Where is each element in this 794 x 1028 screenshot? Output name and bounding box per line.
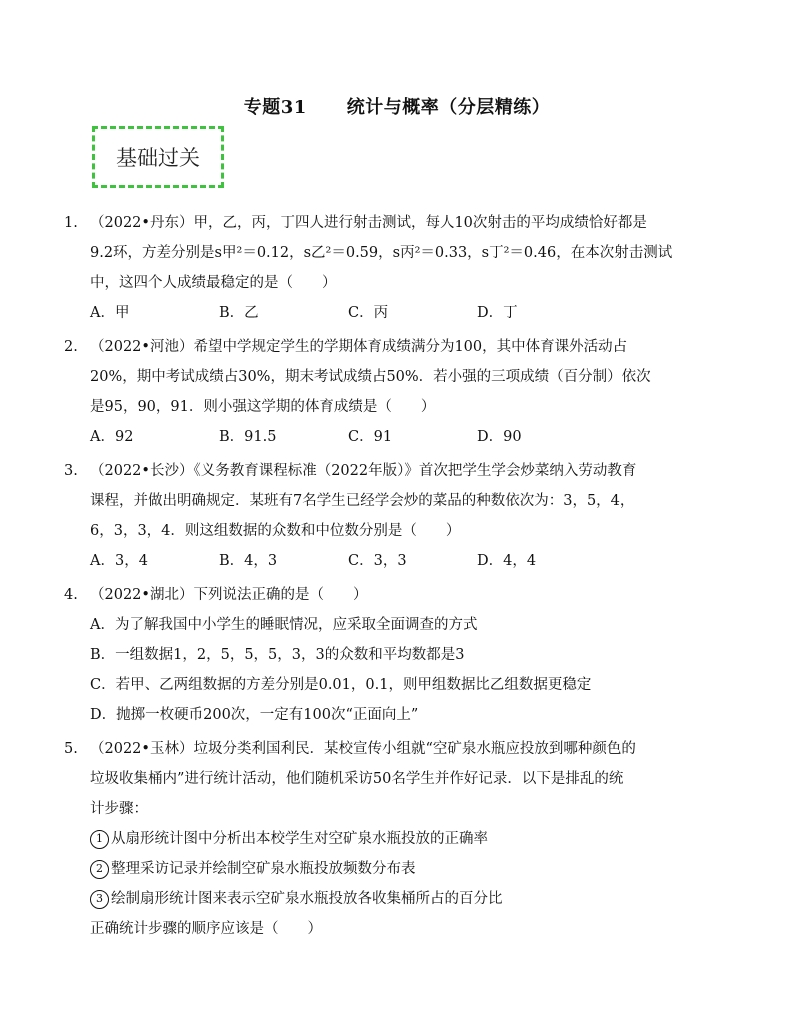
step-marker: 3: [90, 890, 109, 909]
question-text-line: （2022•长沙）《义务教育课程标准（2022年版）》首次把学生学会炒菜纳入劳动教育: [90, 463, 637, 479]
question-text-line: 9.2环，方差分别是s甲²＝0.12，s乙²＝0.59，s丙²＝0.33，s丁²＝0.46，在本次射击测试: [90, 245, 673, 261]
option-c: C．若甲、乙两组数据的方差分别是0.01，0.1，则甲组数据比乙组数据更稳定: [90, 677, 592, 693]
question-text-line: 中，这四个人成绩最稳定的是（ ）: [90, 275, 337, 291]
option-b: B．一组数据1，2，5，5，5，3，3的众数和平均数都是3: [90, 647, 465, 663]
question-text-line: 垃圾收集桶内”进行统计活动，他们随机采访50名学生并作好记录．以下是排乱的统: [90, 771, 624, 787]
option-c: C．3，3: [348, 553, 407, 569]
step-text: 整理采访记录并绘制空矿泉水瓶投放频数分布表: [111, 861, 416, 877]
question-text-line: （2022•丹东）甲，乙，丙，丁四人进行射击测试，每人10次射击的平均成绩恰好都是: [90, 215, 647, 231]
option-d: D．90: [477, 429, 522, 445]
option-c: C．丙: [348, 305, 389, 321]
option-a: A．甲: [90, 305, 130, 321]
option-b: B．乙: [219, 305, 259, 321]
option-a: A．为了解我国中小学生的睡眠情况，应采取全面调查的方式: [90, 617, 478, 633]
question-text-line: 6，3，3，4．则这组数据的众数和中位数分别是（ ）: [90, 523, 461, 539]
question-1: [64, 208, 704, 328]
step-1: [64, 824, 704, 854]
question-text-line: 课程，并做出明确规定．某班有7名学生已经学会炒的菜品的种数依次为：3，5，4，: [90, 493, 635, 509]
question-number: 2.: [64, 339, 78, 355]
question-text-line: （2022•河池）希望中学规定学生的学期体育成绩满分为100，其中体育课外活动占: [90, 339, 628, 355]
question-number: 4.: [64, 587, 78, 603]
question-number: 1.: [64, 215, 78, 231]
question-text-line: 是95，90，91．则小强这学期的体育成绩是（ ）: [90, 399, 436, 415]
option-c: C．91: [348, 429, 393, 445]
option-b: B．91.5: [219, 429, 277, 445]
question-text-line: （2022•湖北）下列说法正确的是（ ）: [90, 587, 368, 603]
section-label: 基础过关: [116, 146, 200, 170]
option-d: D．抛掷一枚硬币200次，一定有100次“正面向上”: [90, 707, 419, 723]
section-label-box: [92, 126, 224, 188]
option-a: A．3，4: [90, 553, 148, 569]
question-list: [64, 208, 704, 948]
title-topic-number: 专题31: [243, 97, 307, 118]
option-d: D．丁: [477, 305, 518, 321]
question-2: [64, 332, 704, 452]
answer-options: [64, 422, 704, 452]
question-number: 3.: [64, 463, 78, 479]
question-number: 5.: [64, 741, 78, 757]
answer-options: [64, 546, 704, 576]
option-d: D．4，4: [477, 553, 537, 569]
page-title: [0, 93, 794, 119]
option-a: A．92: [90, 429, 134, 445]
step-text: 绘制扇形统计图来表示空矿泉水瓶投放各收集桶所占的百分比: [111, 891, 503, 907]
answer-options: [64, 298, 704, 328]
question-text-line: （2022•玉林）垃圾分类利国利民．某校宣传小组就“空矿泉水瓶应投放到哪种颜色的: [90, 741, 636, 757]
option-b: B．4，3: [219, 553, 278, 569]
step-text: 从扇形统计图中分析出本校学生对空矿泉水瓶投放的正确率: [111, 831, 488, 847]
question-text-line: 正确统计步骤的顺序应该是（ ）: [90, 921, 322, 937]
question-text-line: 20%，期中考试成绩占30%，期末考试成绩占50%．若小强的三项成绩（百分制）依次: [90, 369, 651, 385]
step-3: [64, 884, 704, 914]
question-5: [64, 734, 704, 944]
step-marker: 2: [90, 860, 109, 879]
step-2: [64, 854, 704, 884]
title-topic-name: 统计与概率（分层精练）: [346, 97, 551, 118]
step-marker: 1: [90, 830, 109, 849]
question-text-line: 计步骤：: [90, 801, 148, 817]
question-4: [64, 580, 704, 730]
question-3: [64, 456, 704, 576]
